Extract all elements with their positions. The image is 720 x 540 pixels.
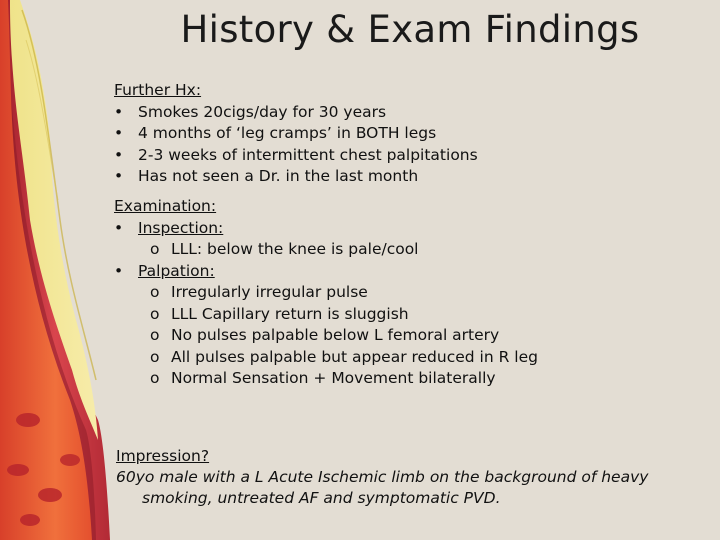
bullet-icon: • <box>114 261 124 280</box>
list-item <box>114 218 538 240</box>
further-hx-heading: Further Hx: <box>114 81 202 99</box>
list-item <box>114 123 478 145</box>
inspection-label: Inspection: <box>138 218 224 237</box>
sub-bullet-icon: o <box>150 304 160 323</box>
sub-bullet-icon: o <box>150 347 160 366</box>
list-item-text: Irregularly irregular pulse <box>171 283 368 301</box>
bullet-icon: • <box>114 167 124 185</box>
list-item <box>114 166 478 188</box>
list-item <box>114 102 478 124</box>
list-item-text: Normal Sensation + Movement bilaterally <box>171 369 496 387</box>
sub-list-item <box>114 325 538 347</box>
examination-section <box>114 196 538 390</box>
impression-line-1: 60yo male with a L Acute Ischemic limb on the background of heavy <box>116 468 649 486</box>
list-item-text: Has not seen a Dr. in the last month <box>138 167 419 185</box>
sub-list-item <box>114 239 538 261</box>
sub-bullet-icon: o <box>150 326 160 344</box>
bullet-icon: • <box>114 124 124 142</box>
artery-illustration <box>0 0 110 540</box>
page-title: History & Exam Findings <box>180 8 640 51</box>
bullet-icon: • <box>114 218 124 237</box>
sub-list-item <box>114 304 538 326</box>
list-item-text: 2-3 weeks of intermittent chest palpitations <box>138 145 478 164</box>
list-item-text: 4 months of ‘leg cramps’ in BOTH legs <box>138 124 437 142</box>
bullet-icon: • <box>114 145 124 164</box>
further-hx-section <box>114 80 478 188</box>
impression-line-2: smoking, untreated AF and symptomatic PVD. <box>142 489 501 507</box>
impression-heading: Impression? <box>116 447 210 465</box>
list-item <box>114 145 478 167</box>
examination-heading: Examination: <box>114 197 217 215</box>
impression-section <box>116 446 686 509</box>
list-item-text: Smokes 20cigs/day for 30 years <box>138 102 387 121</box>
list-item-text: LLL Capillary return is sluggish <box>171 304 409 323</box>
list-item <box>114 261 538 283</box>
sub-list-item <box>114 282 538 304</box>
sub-list-item <box>114 368 538 390</box>
sub-bullet-icon: o <box>150 283 160 301</box>
impression-text <box>116 467 686 509</box>
sub-bullet-icon: o <box>150 240 160 258</box>
bullet-icon: • <box>114 102 124 121</box>
list-item-text: No pulses palpable below L femoral artery <box>171 326 500 344</box>
list-item-text: LLL: below the knee is pale/cool <box>171 240 419 258</box>
sub-list-item <box>114 347 538 369</box>
palpation-label: Palpation: <box>138 261 215 280</box>
sub-bullet-icon: o <box>150 369 160 387</box>
list-item-text: All pulses palpable but appear reduced in R leg <box>171 347 538 366</box>
